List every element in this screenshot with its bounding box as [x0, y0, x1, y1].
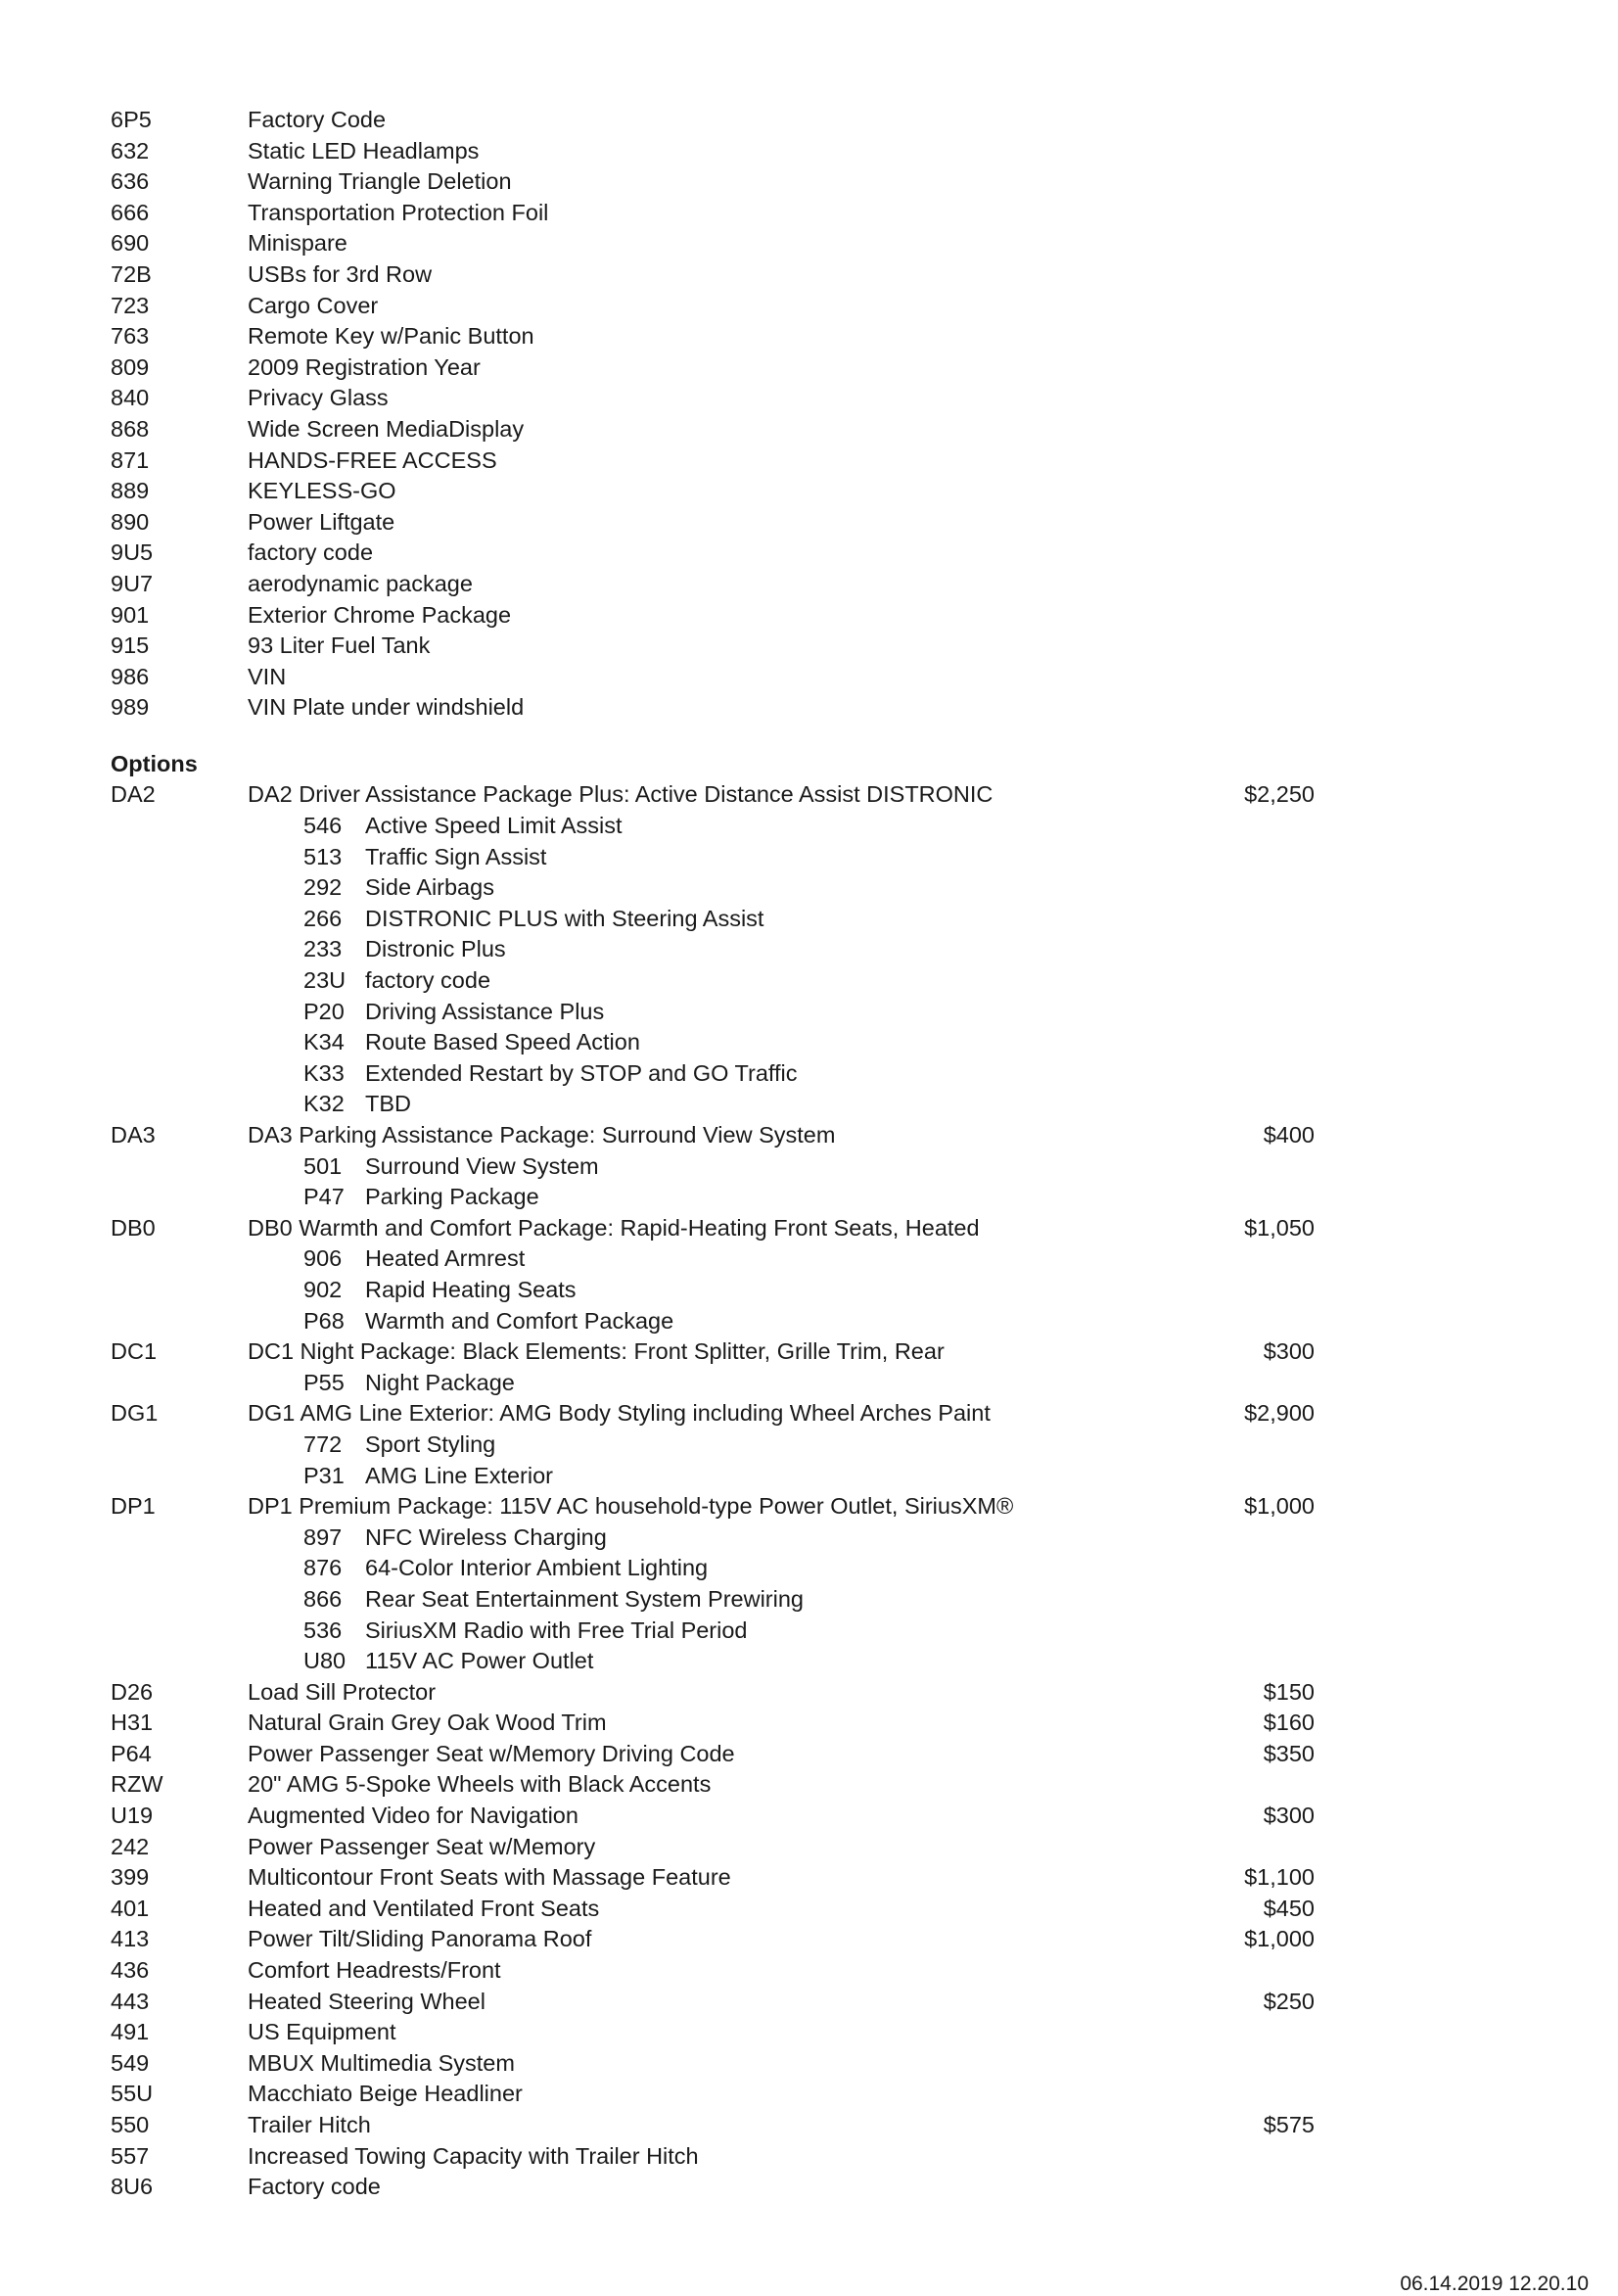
sub-option-code: 902 — [303, 1276, 343, 1302]
sub-option-row — [111, 1429, 1315, 1461]
sub-option-row — [111, 1553, 1315, 1584]
document-body — [111, 105, 1315, 2203]
option-price: $1,050 — [1244, 1214, 1315, 1241]
sub-option-description: Traffic Sign Assist — [365, 843, 547, 869]
option-code: 632 — [111, 137, 150, 164]
option-description: Increased Towing Capacity with Trailer Hitch — [248, 2142, 699, 2169]
option-price: $2,250 — [1244, 781, 1315, 808]
code-row — [111, 383, 1315, 414]
option-row — [111, 1801, 1315, 1832]
code-row — [111, 445, 1315, 477]
sub-option-code: 233 — [303, 936, 343, 962]
option-code: 9U7 — [111, 570, 154, 596]
sub-option-code: 292 — [303, 874, 343, 901]
sub-option-row — [111, 934, 1315, 965]
option-code: 889 — [111, 478, 150, 504]
option-code: DA2 — [111, 781, 156, 808]
sub-option-row — [111, 1182, 1315, 1213]
code-row — [111, 600, 1315, 632]
sub-option-code: 546 — [303, 813, 343, 839]
option-description: DB0 Warmth and Comfort Package: Rapid-Heating Front Seats, Heated — [248, 1214, 980, 1241]
code-row — [111, 507, 1315, 539]
sub-option-row — [111, 1306, 1315, 1337]
option-description: Power Passenger Seat w/Memory — [248, 1833, 596, 1859]
code-row — [111, 105, 1315, 136]
option-code: 549 — [111, 2049, 150, 2076]
option-row — [111, 2079, 1315, 2110]
option-description: VIN Plate under windshield — [248, 694, 525, 721]
sub-option-code: P47 — [303, 1184, 345, 1210]
option-description: DP1 Premium Package: 115V AC household-type Power Outlet, SiriusXM® — [248, 1493, 1014, 1520]
option-row — [111, 1862, 1315, 1894]
option-code: 491 — [111, 2019, 150, 2045]
sub-option-row — [111, 1151, 1315, 1183]
option-code: 868 — [111, 415, 150, 442]
option-code: 436 — [111, 1957, 150, 1984]
code-row — [111, 136, 1315, 167]
option-row — [111, 1769, 1315, 1801]
sub-option-row — [111, 811, 1315, 842]
sub-option-code: 772 — [303, 1430, 343, 1457]
option-code: 989 — [111, 694, 150, 721]
option-price: $300 — [1263, 1803, 1315, 1829]
print-timestamp: 06.14.2019 12.20.10 — [1400, 2273, 1589, 2295]
sub-option-description: TBD — [365, 1091, 411, 1117]
option-code: DP1 — [111, 1493, 156, 1520]
option-price: $1,000 — [1244, 1926, 1315, 1952]
option-row — [111, 2017, 1315, 2048]
sub-option-description: SiriusXM Radio with Free Trial Period — [365, 1617, 748, 1643]
sub-option-description: Side Airbags — [365, 874, 494, 901]
sub-option-code: K34 — [303, 1029, 345, 1055]
option-description: VIN — [248, 663, 287, 689]
option-description: DA3 Parking Assistance Package: Surround View System — [248, 1122, 836, 1148]
option-code: 666 — [111, 199, 150, 225]
option-description: DA2 Driver Assistance Package Plus: Active Distance Assist DISTRONIC — [248, 781, 994, 808]
option-price: $300 — [1263, 1338, 1315, 1365]
option-price: $150 — [1263, 1678, 1315, 1705]
options-list — [111, 779, 1315, 2202]
sub-option-row — [111, 1275, 1315, 1306]
option-code: 809 — [111, 353, 150, 380]
option-code: 8U6 — [111, 2174, 154, 2200]
option-code: 840 — [111, 385, 150, 411]
option-description: DG1 AMG Line Exterior: AMG Body Styling including Wheel Arches Paint — [248, 1400, 991, 1427]
option-code: 9U5 — [111, 539, 154, 566]
option-code: 915 — [111, 633, 150, 659]
option-description: Power Passenger Seat w/Memory Driving Code — [248, 1740, 735, 1766]
option-code: 443 — [111, 1988, 150, 2014]
option-code: 413 — [111, 1926, 150, 1952]
option-code: 723 — [111, 292, 150, 318]
option-description: Multicontour Front Seats with Massage Feature — [248, 1864, 731, 1891]
sub-option-description: Driving Assistance Plus — [365, 998, 605, 1024]
sub-option-row — [111, 1027, 1315, 1058]
code-row — [111, 198, 1315, 229]
option-code: RZW — [111, 1771, 163, 1798]
option-description: USBs for 3rd Row — [248, 260, 433, 287]
sub-option-row — [111, 872, 1315, 904]
option-row — [111, 779, 1315, 811]
option-description: Transportation Protection Foil — [248, 199, 549, 225]
option-price: $450 — [1263, 1895, 1315, 1921]
sub-option-code: 266 — [303, 905, 343, 931]
option-price: $350 — [1263, 1740, 1315, 1766]
option-code: 399 — [111, 1864, 150, 1891]
option-description: Remote Key w/Panic Button — [248, 323, 534, 350]
option-description: DC1 Night Package: Black Elements: Front Splitter, Grille Trim, Rear — [248, 1338, 945, 1365]
sub-option-code: P55 — [303, 1369, 345, 1395]
code-row — [111, 692, 1315, 724]
option-code: 871 — [111, 446, 150, 473]
sub-option-row — [111, 997, 1315, 1028]
sub-option-description: 115V AC Power Outlet — [365, 1648, 594, 1674]
option-description: Load Sill Protector — [248, 1678, 437, 1705]
option-code: DB0 — [111, 1214, 156, 1241]
sub-option-code: 897 — [303, 1523, 343, 1550]
option-description: Exterior Chrome Package — [248, 601, 512, 628]
sub-option-code: P20 — [303, 998, 345, 1024]
sub-option-description: Rapid Heating Seats — [365, 1276, 577, 1302]
sub-option-row — [111, 1523, 1315, 1554]
sub-option-description: DISTRONIC PLUS with Steering Assist — [365, 905, 764, 931]
option-description: Heated Steering Wheel — [248, 1988, 485, 2014]
code-row — [111, 166, 1315, 198]
sub-option-description: Rear Seat Entertainment System Prewiring — [365, 1585, 804, 1612]
sub-option-description: Surround View System — [365, 1152, 599, 1179]
option-description: Warning Triangle Deletion — [248, 168, 512, 195]
option-code: 901 — [111, 601, 150, 628]
option-code: 55U — [111, 2081, 154, 2107]
option-code: DG1 — [111, 1400, 159, 1427]
factory-codes-list — [111, 105, 1315, 724]
sub-option-code: U80 — [303, 1648, 347, 1674]
option-code: 890 — [111, 508, 150, 535]
sub-option-description: Night Package — [365, 1369, 515, 1395]
option-code: 6P5 — [111, 107, 152, 132]
option-price: $250 — [1263, 1988, 1315, 2014]
code-row — [111, 662, 1315, 693]
sub-option-description: Heated Armrest — [365, 1245, 526, 1272]
sub-option-row — [111, 904, 1315, 935]
sub-option-row — [111, 1616, 1315, 1647]
sub-option-code: 23U — [303, 967, 347, 994]
sub-option-code: 513 — [303, 843, 343, 869]
option-row — [111, 2110, 1315, 2141]
sub-option-row — [111, 1243, 1315, 1275]
option-description: Natural Grain Grey Oak Wood Trim — [248, 1710, 607, 1736]
option-description: factory code — [248, 539, 374, 566]
code-row — [111, 352, 1315, 384]
sub-option-description: factory code — [365, 967, 491, 994]
option-description: Power Liftgate — [248, 508, 395, 535]
option-price: $575 — [1263, 2112, 1315, 2137]
option-description: HANDS-FREE ACCESS — [248, 446, 497, 473]
option-row — [111, 1894, 1315, 1925]
option-row — [111, 2172, 1315, 2203]
sub-option-row — [111, 1646, 1315, 1677]
sub-option-code: 536 — [303, 1617, 343, 1643]
sub-option-description: Active Speed Limit Assist — [365, 813, 623, 839]
option-row — [111, 1708, 1315, 1739]
sub-option-row — [111, 1368, 1315, 1399]
option-description: aerodynamic package — [248, 570, 473, 596]
code-row — [111, 476, 1315, 507]
option-row — [111, 1336, 1315, 1368]
option-row — [111, 1739, 1315, 1770]
option-row — [111, 1120, 1315, 1151]
sub-option-code: 876 — [303, 1555, 343, 1581]
option-row — [111, 1491, 1315, 1523]
option-price: $160 — [1263, 1710, 1315, 1736]
option-description: Augmented Video for Navigation — [248, 1803, 578, 1829]
option-description: Cargo Cover — [248, 292, 379, 318]
option-row — [111, 1398, 1315, 1429]
option-description: Trailer Hitch — [248, 2112, 371, 2137]
option-code: 401 — [111, 1895, 150, 1921]
code-row — [111, 538, 1315, 569]
section-gap — [111, 724, 1315, 749]
option-description: Static LED Headlamps — [248, 137, 480, 164]
sub-option-code: 866 — [303, 1585, 343, 1612]
code-row — [111, 414, 1315, 445]
option-description: Minispare — [248, 230, 347, 257]
option-code: 690 — [111, 230, 150, 257]
option-row — [111, 1213, 1315, 1244]
option-description: 93 Liter Fuel Tank — [248, 633, 431, 659]
code-row — [111, 321, 1315, 352]
sub-option-description: AMG Line Exterior — [365, 1462, 553, 1488]
option-price: $2,900 — [1244, 1400, 1315, 1427]
option-description: MBUX Multimedia System — [248, 2049, 515, 2076]
option-description: Wide Screen MediaDisplay — [248, 415, 525, 442]
option-description: Factory code — [248, 2174, 381, 2200]
option-code: P64 — [111, 1740, 152, 1766]
option-row — [111, 1987, 1315, 2018]
sub-option-code: K33 — [303, 1059, 345, 1086]
option-code: 242 — [111, 1833, 150, 1859]
option-description: Comfort Headrests/Front — [248, 1957, 501, 1984]
sub-option-row — [111, 965, 1315, 997]
option-description: Power Tilt/Sliding Panorama Roof — [248, 1926, 592, 1952]
sub-option-description: Extended Restart by STOP and GO Traffic — [365, 1059, 798, 1086]
option-price: $1,100 — [1244, 1864, 1315, 1891]
option-code: 763 — [111, 323, 150, 350]
sub-option-description: Distronic Plus — [365, 936, 506, 962]
sub-option-code: K32 — [303, 1091, 345, 1117]
option-description: Heated and Ventilated Front Seats — [248, 1895, 600, 1921]
option-code: 550 — [111, 2112, 150, 2137]
option-code: DC1 — [111, 1338, 158, 1365]
option-code: 636 — [111, 168, 150, 195]
sub-option-description: NFC Wireless Charging — [365, 1523, 607, 1550]
sub-option-description: 64-Color Interior Ambient Lighting — [365, 1555, 709, 1581]
sub-option-row — [111, 1058, 1315, 1090]
code-row — [111, 228, 1315, 259]
sub-option-description: Sport Styling — [365, 1430, 496, 1457]
option-price: $400 — [1263, 1122, 1315, 1148]
option-row — [111, 2048, 1315, 2080]
sub-option-row — [111, 842, 1315, 873]
sub-option-code: 906 — [303, 1245, 343, 1272]
sub-option-description: Parking Package — [365, 1184, 539, 1210]
option-description: 2009 Registration Year — [248, 353, 481, 380]
code-row — [111, 291, 1315, 322]
option-code: 72B — [111, 260, 152, 287]
code-row — [111, 259, 1315, 291]
option-description: Macchiato Beige Headliner — [248, 2081, 523, 2107]
option-code: H31 — [111, 1710, 154, 1736]
option-row — [111, 1924, 1315, 1955]
options-heading: Options — [111, 750, 198, 776]
sub-option-code: P31 — [303, 1462, 345, 1488]
option-code: D26 — [111, 1678, 154, 1705]
option-row — [111, 2141, 1315, 2173]
option-code: 986 — [111, 663, 150, 689]
sub-option-row — [111, 1089, 1315, 1120]
code-row — [111, 631, 1315, 662]
option-description: KEYLESS-GO — [248, 478, 396, 504]
option-row — [111, 1832, 1315, 1863]
option-code: U19 — [111, 1803, 154, 1829]
sub-option-row — [111, 1461, 1315, 1492]
option-row — [111, 1677, 1315, 1709]
option-description: US Equipment — [248, 2019, 396, 2045]
sub-option-row — [111, 1584, 1315, 1616]
sub-option-description: Warmth and Comfort Package — [365, 1307, 674, 1334]
code-row — [111, 569, 1315, 600]
option-description: Privacy Glass — [248, 385, 389, 411]
sub-option-code: 501 — [303, 1152, 343, 1179]
option-price: $1,000 — [1244, 1493, 1315, 1520]
option-description: 20" AMG 5-Spoke Wheels with Black Accents — [248, 1771, 712, 1798]
sub-option-description: Route Based Speed Action — [365, 1029, 640, 1055]
option-row — [111, 1955, 1315, 1987]
option-code: 557 — [111, 2142, 150, 2169]
option-code: DA3 — [111, 1122, 156, 1148]
option-description: Factory Code — [248, 107, 387, 132]
sub-option-code: P68 — [303, 1307, 345, 1334]
